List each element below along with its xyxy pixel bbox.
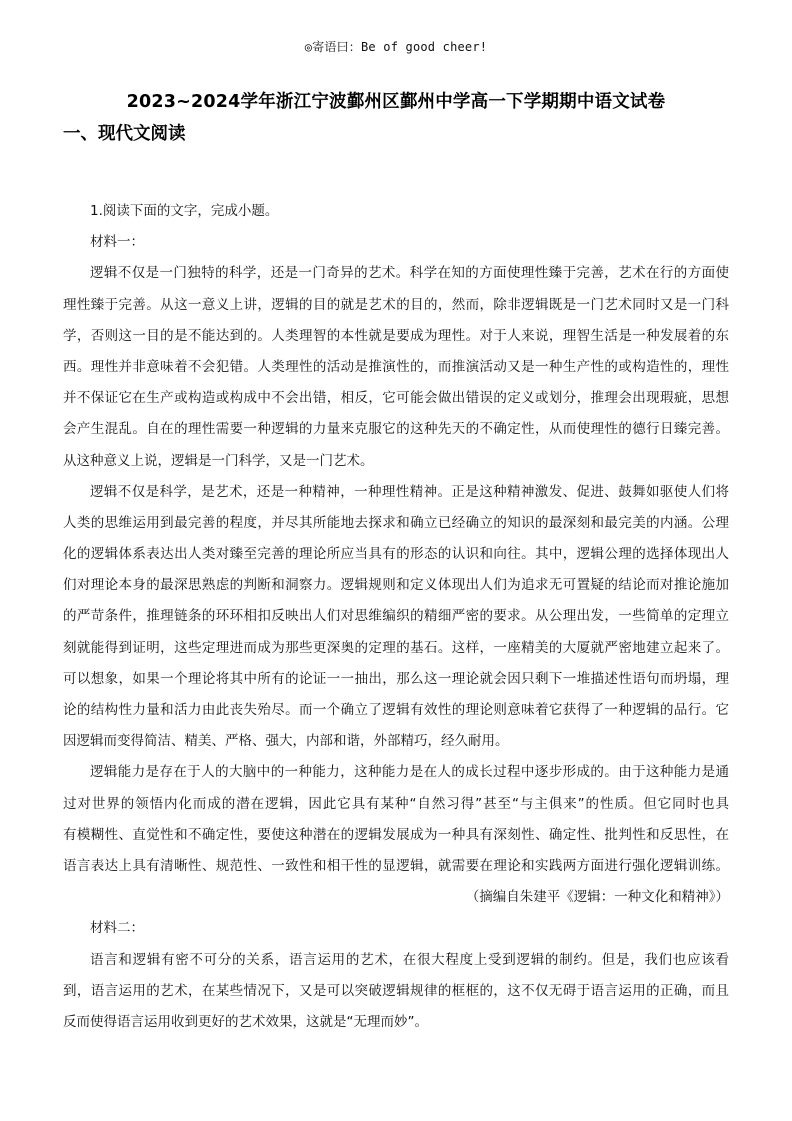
text-line: 语言和逻辑有密不可分的关系，语言运用的艺术，在很大程度上受到逻辑的制约。但是，我们也应该看	[90, 951, 729, 968]
text-line: 从这种意义上说，逻辑是一门科学，又是一门艺术。	[63, 452, 374, 469]
text-line: 刻就能得到证明，这些定理进而成为那些更深奥的定理的基石。这样，一座精美的大厦就严密地建立起来了。	[63, 639, 729, 656]
text-line: 逻辑不仅是科学，是艺术，还是一种精神，一种理性精神。正是这种精神激发、促进、鼓舞如驱使人们将	[90, 483, 729, 500]
document-title: 2023~2024学年浙江宁波鄞州区鄞州中学高一下学期期中语文试卷	[126, 92, 666, 112]
text-line: （摘编自朱建平《逻辑：一种文化和精神》）	[465, 889, 729, 906]
text-line: 人类的思维运用到最完善的程度，并尽其所能地去探求和确立已经确立的知识的最深刻和最完美的内涵。公理	[63, 514, 729, 531]
text-line: 理性臻于完善。从这一意义上讲，逻辑的目的就是艺术的目的，然而，除非逻辑既是一门艺术同时又是一门科	[63, 296, 729, 313]
header-motto: ◎寄语曰：Be of good cheer!	[304, 40, 488, 54]
text-line: 并不保证它在生产或构造或构成中不会出错，相反，它可能会做出错误的定义或划分，推理会出现瑕疵，思想	[63, 390, 729, 407]
text-line: 1.阅读下面的文字，完成小题。	[90, 203, 279, 219]
section-heading: 一、现代文阅读	[63, 124, 186, 144]
text-line: 论的结构性力量和活力由此丧失殆尽。而一个确立了逻辑有效性的理论则意味着它获得了一种逻辑的品行。它	[63, 702, 729, 718]
text-line: 反而使得语言运用收到更好的艺术效果，这就是“无理而妙”。	[63, 1013, 428, 1030]
text-line: 西。理性并非意味着不会犯错。人类理性的活动是推演性的，而推演活动又是一种生产性的或构造性的，理性	[63, 358, 729, 375]
text-line: 过对世界的领悟内化而成的潜在逻辑，因此它具有某种“自然习得”甚至“与主俱来”的性质。但它同时也具	[63, 795, 729, 812]
text-line: 化的逻辑体系表达出人类对臻至完善的理论所应当具有的形态的认识和向往。其中，逻辑公理的选择体现出人	[63, 546, 729, 563]
text-line: 学，否则这一目的是不能达到的。人类理智的本性就是要成为理性。对于人来说，理智生活是一种发展着的东	[63, 327, 729, 344]
text-line: 有模糊性、直觉性和不确定性，要使这种潜在的逻辑发展成为一种具有深刻性、确定性、批判性和反思性，在	[63, 826, 729, 843]
text-line: 逻辑能力是存在于人的大脑中的一种能力，这种能力是在人的成长过程中逐步形成的。由于这种能力是通	[90, 764, 729, 781]
text-line: 到，语言运用的艺术，在某些情况下，又是可以突破逻辑规律的框框的，这不仅无碍于语言运用的正确，而且	[63, 982, 729, 999]
text-line: 逻辑不仅是一门独特的科学，还是一门奇异的艺术。科学在知的方面使理性臻于完善，艺术在行的方面使	[90, 265, 729, 282]
text-line: 的严苛条件，推理链条的环环相扣反映出人们对思维编织的精细严密的要求。从公理出发，一些简单的定理立	[63, 608, 729, 625]
text-line: 材料二：	[90, 920, 144, 937]
text-line: 因逻辑而变得简洁、精美、严格、强大，内部和谐，外部精巧，经久耐用。	[63, 733, 509, 750]
document-body	[63, 196, 729, 1038]
text-line: 可以想象，如果一个理论将其中所有的论证一一抽出，那么这一理论就会因只剩下一堆描述性语句而坍塌，理	[63, 670, 729, 687]
text-line: 们对理论本身的最深思熟虑的判断和洞察力。逻辑规则和定义体现出人们为追求无可置疑的结论而对推论施加	[63, 577, 729, 594]
text-line: 语言表达上具有清晰性、规范性、一致性和相干性的显逻辑，就需要在理论和实践两方面进行强化逻辑训练。	[63, 857, 729, 874]
text-line: 材料一：	[90, 234, 144, 251]
text-line: 会产生混乱。自在的理性需要一种逻辑的力量来克服它的这种先天的不确定性，从而使理性的德行日臻完善。	[63, 421, 729, 438]
